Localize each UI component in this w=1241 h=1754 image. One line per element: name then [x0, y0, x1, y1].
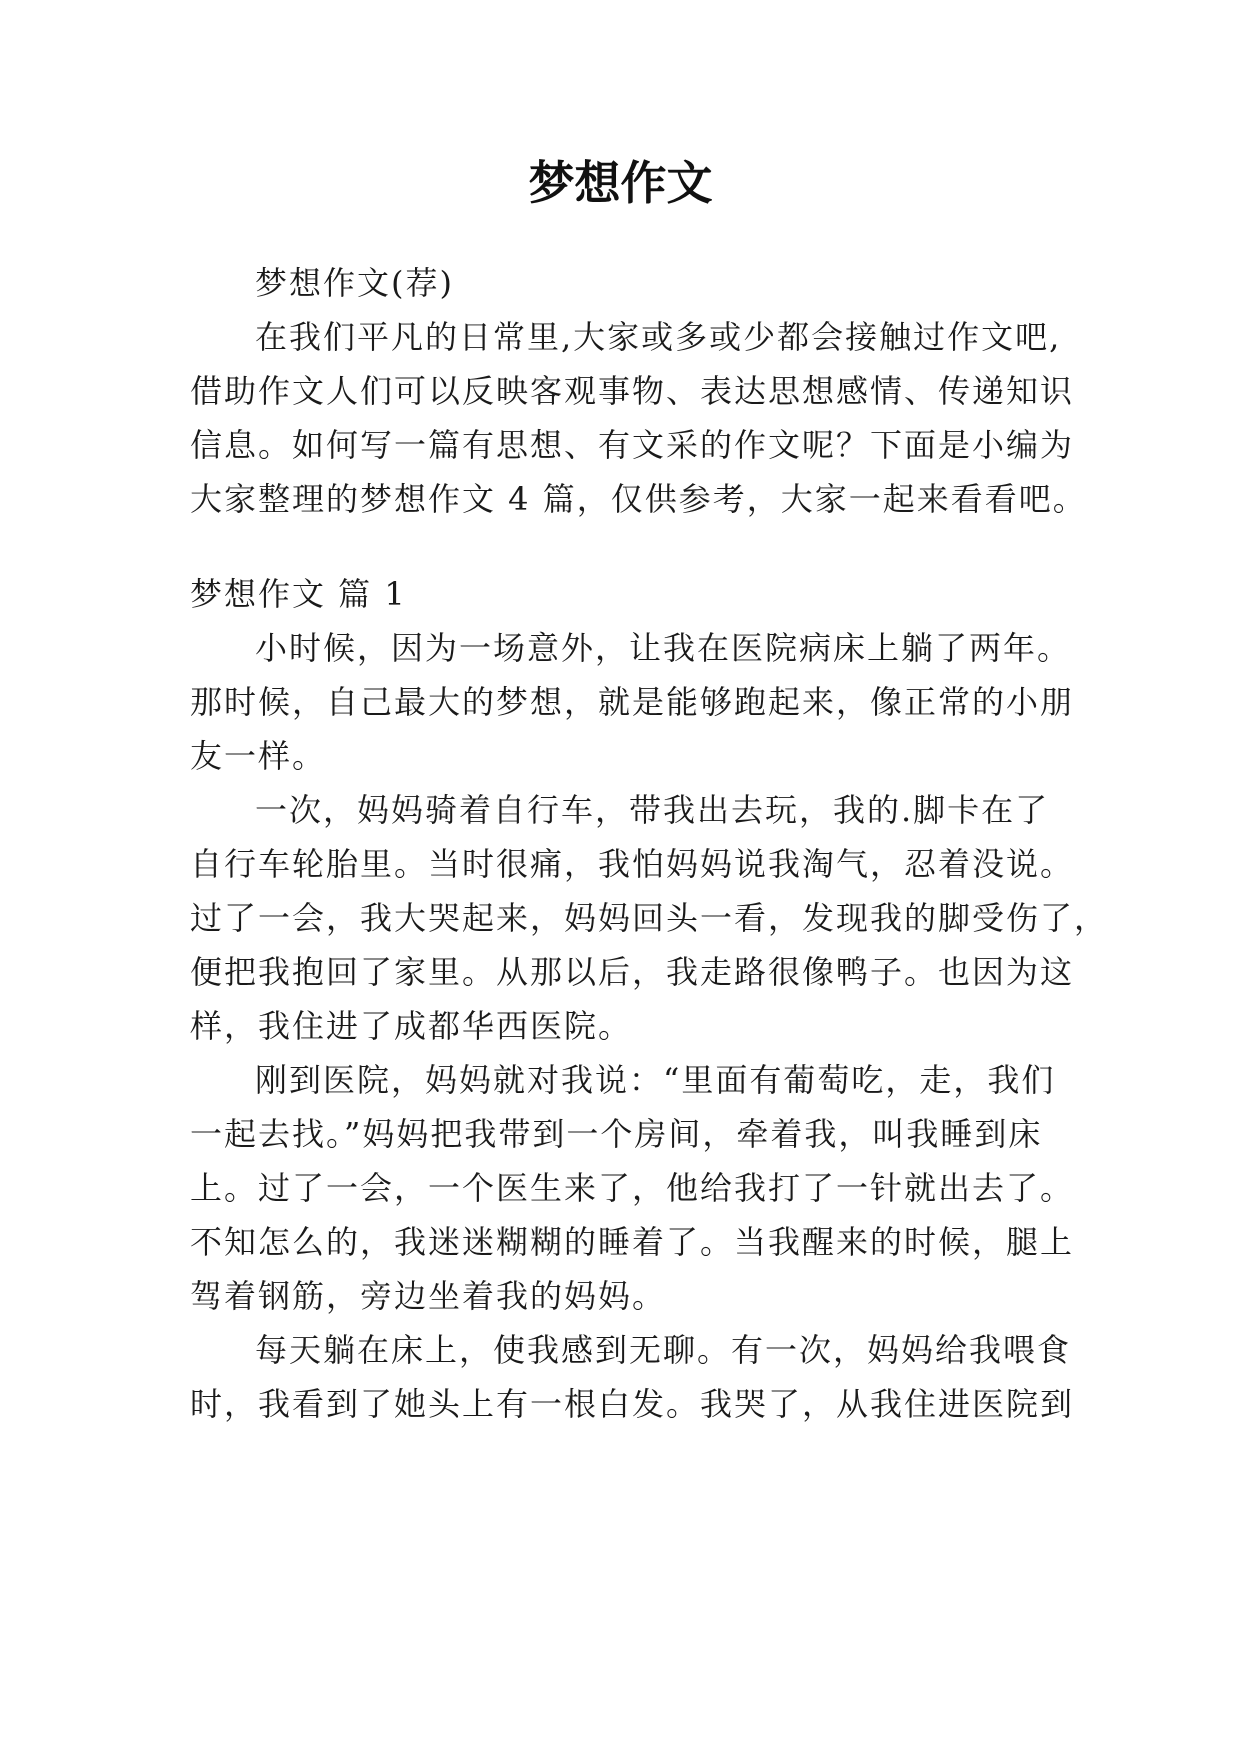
- text-line: 借助作文人们可以反映客观事物、表达思想感情、传递知识: [190, 372, 1075, 410]
- document-title: 梦想作文: [528, 156, 713, 210]
- text-line: 大家整理的梦想作文 4 篇，仅供参考，大家一起来看看吧。: [190, 480, 1087, 518]
- text-line: 刚到医院，妈妈就对我说：“里面有葡萄吃，走，我们: [255, 1061, 1056, 1099]
- text-line: 过了一会，我大哭起来，妈妈回头一看，发现我的脚受伤了，: [190, 899, 1109, 937]
- intro-heading: 梦想作文(荐): [255, 264, 454, 302]
- text-line: 在我们平凡的日常里,大家或多或少都会接触过作文吧,: [255, 318, 1062, 356]
- text-line: 信息。如何写一篇有思想、有文采的作文呢？下面是小编为: [190, 426, 1075, 464]
- text-line: 一起去找。”妈妈把我带到一个房间，牵着我，叫我睡到床: [190, 1115, 1043, 1153]
- text-line: 友一样。: [190, 737, 327, 775]
- text-line: 上。过了一会，一个医生来了，他给我打了一针就出去了。: [190, 1169, 1075, 1207]
- text-line: 每天躺在床上，使我感到无聊。有一次，妈妈给我喂食: [255, 1331, 1072, 1369]
- text-line: 便把我抱回了家里。从那以后，我走路很像鸭子。也因为这: [190, 953, 1075, 991]
- text-line: 一次，妈妈骑着自行车，带我出去玩，我的.脚卡在了: [255, 791, 1050, 829]
- text-line: 驾着钢筋，旁边坐着我的妈妈。: [190, 1277, 667, 1315]
- text-line: 自行车轮胎里。当时很痛，我怕妈妈说我淘气，忍着没说。: [190, 845, 1075, 883]
- text-line: 小时候，因为一场意外，让我在医院病床上躺了两年。: [255, 629, 1072, 667]
- text-line: 不知怎么的，我迷迷糊糊的睡着了。当我醒来的时候，腿上: [190, 1223, 1075, 1261]
- text-line: 那时候，自己最大的梦想，就是能够跑起来，像正常的小朋: [190, 683, 1075, 721]
- text-line: 时，我看到了她头上有一根白发。我哭了，从我住进医院到: [190, 1385, 1075, 1423]
- text-line: 样，我住进了成都华西医院。: [190, 1007, 633, 1045]
- section-heading: 梦想作文 篇 1: [190, 575, 407, 613]
